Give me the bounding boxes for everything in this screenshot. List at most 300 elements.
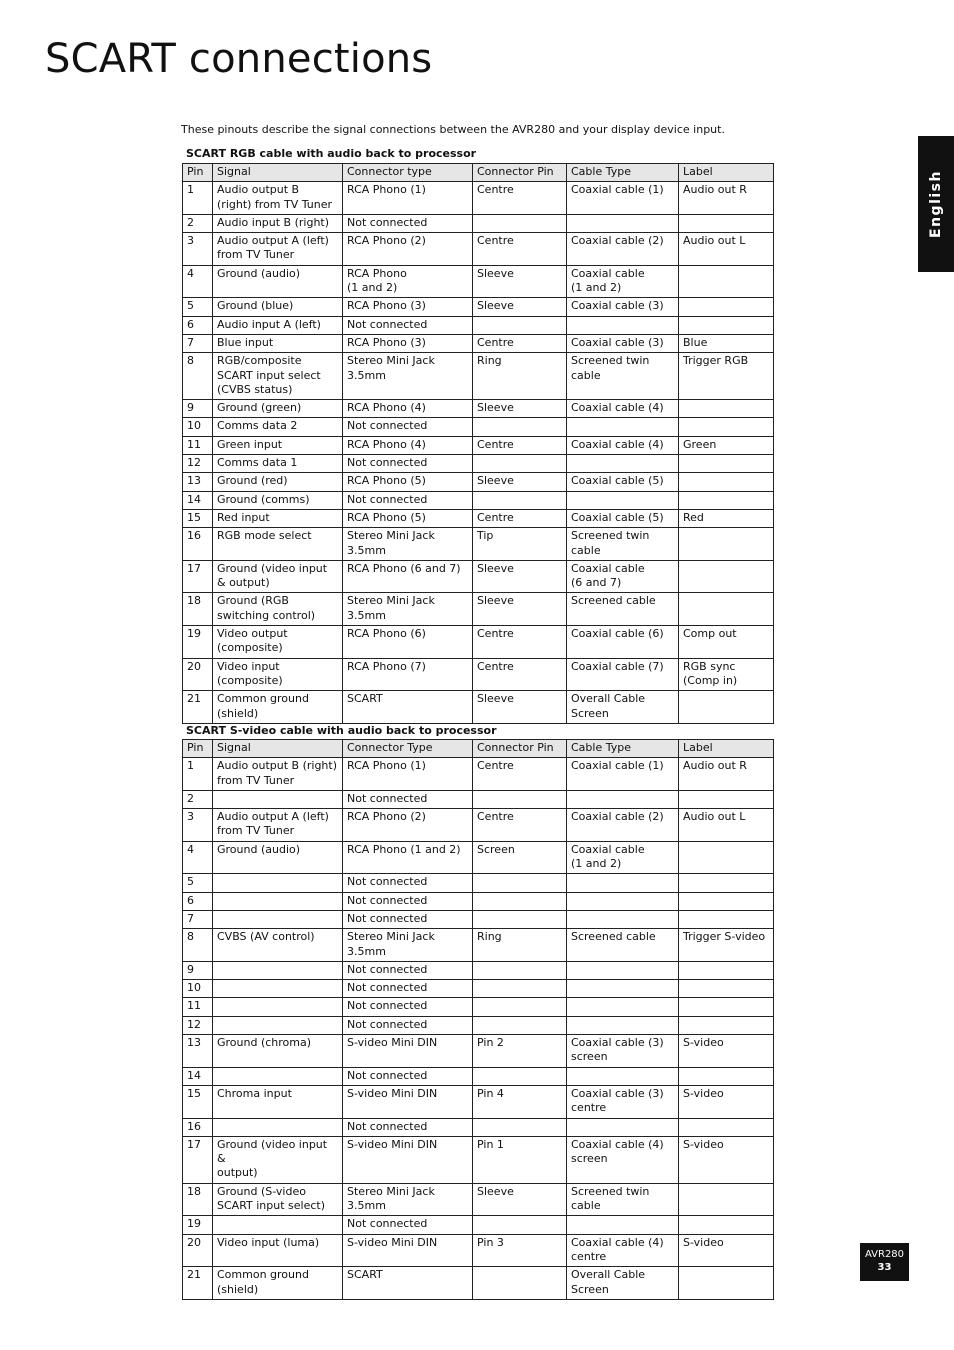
table-row xyxy=(183,491,774,509)
cell-cable-type: Coaxial cable (7) xyxy=(567,658,679,691)
cell-cable-type: Coaxial cable (5) xyxy=(567,509,679,527)
cell-signal xyxy=(213,1118,343,1136)
cell-label: S-video xyxy=(679,1234,774,1267)
cell-connector-pin: Pin 4 xyxy=(473,1085,567,1118)
cell-cable-type: Coaxial cable (3) xyxy=(567,298,679,316)
cell-connector-type: Not connected xyxy=(343,998,473,1016)
cell-connector-type: Not connected xyxy=(343,790,473,808)
table-row xyxy=(183,455,774,473)
cell-connector-pin xyxy=(473,1216,567,1234)
cell-connector-type: Not connected xyxy=(343,214,473,232)
cell-cable-type: Coaxial cable (2) xyxy=(567,809,679,842)
cell-label xyxy=(679,491,774,509)
cell-pin: 8 xyxy=(183,353,213,400)
cell-signal: CVBS (AV control) xyxy=(213,929,343,962)
cell-label: Audio out R xyxy=(679,182,774,215)
cell-connector-pin: Centre xyxy=(473,809,567,842)
table-row xyxy=(183,233,774,266)
table-row xyxy=(183,400,774,418)
cell-signal: Comms data 2 xyxy=(213,418,343,436)
table-row xyxy=(183,998,774,1016)
cell-signal: Video input (composite) xyxy=(213,658,343,691)
header-connector-pin: Connector Pin xyxy=(473,164,567,182)
cell-label: S-video xyxy=(679,1136,774,1183)
table-row xyxy=(183,841,774,874)
table-row xyxy=(183,1067,774,1085)
cell-label: Audio out R xyxy=(679,758,774,791)
cell-signal: Video input (luma) xyxy=(213,1234,343,1267)
cell-pin: 18 xyxy=(183,593,213,626)
cell-connector-type: Not connected xyxy=(343,418,473,436)
cell-pin: 8 xyxy=(183,929,213,962)
cell-connector-type: Not connected xyxy=(343,1118,473,1136)
cell-connector-pin xyxy=(473,214,567,232)
cell-connector-pin: Centre xyxy=(473,334,567,352)
cell-signal xyxy=(213,1067,343,1085)
cell-cable-type: Coaxial cable (4) centre xyxy=(567,1234,679,1267)
cell-pin: 10 xyxy=(183,980,213,998)
language-tab xyxy=(918,136,954,272)
table-row xyxy=(183,658,774,691)
cell-connector-type: RCA Phono (6) xyxy=(343,626,473,659)
cell-pin: 18 xyxy=(183,1183,213,1216)
cell-label xyxy=(679,691,774,724)
header-pin: Pin xyxy=(183,740,213,758)
cell-connector-type: RCA Phono (3) xyxy=(343,334,473,352)
cell-pin: 3 xyxy=(183,233,213,266)
cell-signal: Audio input B (right) xyxy=(213,214,343,232)
cell-cable-type xyxy=(567,961,679,979)
cell-pin: 2 xyxy=(183,214,213,232)
cell-label: S-video xyxy=(679,1035,774,1068)
cell-signal: Common ground (shield) xyxy=(213,1267,343,1300)
cell-cable-type: Coaxial cable (4) xyxy=(567,436,679,454)
cell-label xyxy=(679,910,774,928)
cell-label: RGB sync (Comp in) xyxy=(679,658,774,691)
cell-cable-type xyxy=(567,790,679,808)
cell-cable-type xyxy=(567,910,679,928)
cell-signal xyxy=(213,910,343,928)
cell-connector-pin xyxy=(473,961,567,979)
cell-connector-type: Not connected xyxy=(343,1016,473,1034)
table-row xyxy=(183,790,774,808)
cell-label xyxy=(679,1118,774,1136)
cell-cable-type: Coaxial cable (1) xyxy=(567,758,679,791)
table-row xyxy=(183,316,774,334)
cell-connector-type: RCA Phono (5) xyxy=(343,509,473,527)
rgb-table-header xyxy=(183,164,774,182)
table-row xyxy=(183,809,774,842)
svideo-table-body xyxy=(183,758,774,1300)
cell-signal: Ground (chroma) xyxy=(213,1035,343,1068)
cell-label xyxy=(679,473,774,491)
cell-label xyxy=(679,961,774,979)
cell-connector-type: Stereo Mini Jack 3.5mm xyxy=(343,593,473,626)
cell-signal xyxy=(213,874,343,892)
table-row xyxy=(183,265,774,298)
cell-pin: 21 xyxy=(183,691,213,724)
page-title: SCART connections xyxy=(45,36,433,82)
table-row xyxy=(183,758,774,791)
cell-connector-type: RCA Phono (1) xyxy=(343,758,473,791)
table-row xyxy=(183,1234,774,1267)
cell-cable-type: Screened twin cable xyxy=(567,528,679,561)
cell-connector-type: SCART xyxy=(343,1267,473,1300)
cell-pin: 15 xyxy=(183,1085,213,1118)
cell-cable-type xyxy=(567,874,679,892)
table-row xyxy=(183,1183,774,1216)
svideo-table-caption: SCART S-video cable with audio back to processor xyxy=(186,724,497,737)
cell-connector-type: S-video Mini DIN xyxy=(343,1035,473,1068)
cell-connector-type: Not connected xyxy=(343,491,473,509)
cell-connector-pin: Pin 2 xyxy=(473,1035,567,1068)
cell-connector-pin xyxy=(473,491,567,509)
cell-label xyxy=(679,316,774,334)
cell-label: Trigger S-video xyxy=(679,929,774,962)
cell-cable-type xyxy=(567,316,679,334)
cell-cable-type xyxy=(567,998,679,1016)
cell-connector-type: RCA Phono (1 and 2) xyxy=(343,265,473,298)
cell-pin: 19 xyxy=(183,626,213,659)
cell-signal: RGB/composite SCART input select (CVBS status) xyxy=(213,353,343,400)
intro-text: These pinouts describe the signal connections between the AVR280 and your display device input. xyxy=(181,123,725,136)
cell-connector-pin xyxy=(473,892,567,910)
cell-connector-type: RCA Phono (2) xyxy=(343,809,473,842)
cell-label: Green xyxy=(679,436,774,454)
cell-pin: 11 xyxy=(183,998,213,1016)
cell-label xyxy=(679,874,774,892)
cell-signal xyxy=(213,1016,343,1034)
rgb-table-caption: SCART RGB cable with audio back to processor xyxy=(186,147,477,160)
cell-connector-pin: Sleeve xyxy=(473,473,567,491)
cell-connector-type: S-video Mini DIN xyxy=(343,1136,473,1183)
cell-signal: Common ground (shield) xyxy=(213,691,343,724)
cell-connector-pin: Pin 3 xyxy=(473,1234,567,1267)
cell-label xyxy=(679,1016,774,1034)
cell-connector-type: Not connected xyxy=(343,1067,473,1085)
cell-label: Comp out xyxy=(679,626,774,659)
cell-pin: 15 xyxy=(183,509,213,527)
cell-label xyxy=(679,1183,774,1216)
cell-connector-pin: Centre xyxy=(473,758,567,791)
cell-label: Blue xyxy=(679,334,774,352)
page-number-badge xyxy=(860,1243,909,1281)
cell-cable-type: Coaxial cable (6) xyxy=(567,626,679,659)
cell-signal xyxy=(213,980,343,998)
language-tab-label: English xyxy=(928,170,944,238)
cell-pin: 14 xyxy=(183,491,213,509)
cell-cable-type xyxy=(567,1118,679,1136)
table-row xyxy=(183,418,774,436)
cell-connector-pin: Centre xyxy=(473,233,567,266)
cell-cable-type: Coaxial cable (1) xyxy=(567,182,679,215)
cell-signal: Comms data 1 xyxy=(213,455,343,473)
cell-cable-type xyxy=(567,1216,679,1234)
cell-pin: 7 xyxy=(183,334,213,352)
table-row xyxy=(183,874,774,892)
cell-label xyxy=(679,1267,774,1300)
table-row xyxy=(183,436,774,454)
cell-label xyxy=(679,892,774,910)
cell-connector-pin: Sleeve xyxy=(473,593,567,626)
cell-cable-type: Coaxial cable (1 and 2) xyxy=(567,841,679,874)
cell-cable-type: Coaxial cable (3) centre xyxy=(567,1085,679,1118)
cell-pin: 17 xyxy=(183,560,213,593)
cell-label xyxy=(679,980,774,998)
cell-cable-type: Screened twin cable xyxy=(567,353,679,400)
cell-cable-type: Overall Cable Screen xyxy=(567,691,679,724)
cell-connector-type: Not connected xyxy=(343,455,473,473)
cell-signal: RGB mode select xyxy=(213,528,343,561)
cell-connector-pin: Pin 1 xyxy=(473,1136,567,1183)
cell-pin: 11 xyxy=(183,436,213,454)
table-row xyxy=(183,1035,774,1068)
cell-connector-type: Not connected xyxy=(343,910,473,928)
cell-label xyxy=(679,841,774,874)
cell-signal xyxy=(213,790,343,808)
cell-connector-pin xyxy=(473,418,567,436)
cell-pin: 12 xyxy=(183,455,213,473)
cell-signal: Ground (video input & output) xyxy=(213,1136,343,1183)
cell-connector-type: RCA Phono (4) xyxy=(343,436,473,454)
table-row xyxy=(183,593,774,626)
cell-cable-type xyxy=(567,418,679,436)
cell-label xyxy=(679,418,774,436)
table-row xyxy=(183,182,774,215)
cell-label xyxy=(679,998,774,1016)
cell-label xyxy=(679,528,774,561)
table-row xyxy=(183,691,774,724)
cell-signal: Ground (RGB switching control) xyxy=(213,593,343,626)
cell-signal: Ground (audio) xyxy=(213,841,343,874)
cell-cable-type: Screened cable xyxy=(567,929,679,962)
table-row xyxy=(183,929,774,962)
cell-connector-pin: Sleeve xyxy=(473,560,567,593)
cell-label xyxy=(679,400,774,418)
cell-connector-type: Not connected xyxy=(343,961,473,979)
cell-signal: Video output (composite) xyxy=(213,626,343,659)
cell-label xyxy=(679,298,774,316)
cell-pin: 6 xyxy=(183,892,213,910)
cell-pin: 1 xyxy=(183,758,213,791)
cell-connector-pin xyxy=(473,874,567,892)
cell-signal: Ground (red) xyxy=(213,473,343,491)
cell-signal xyxy=(213,998,343,1016)
table-row xyxy=(183,892,774,910)
cell-signal xyxy=(213,1216,343,1234)
cell-label: Trigger RGB xyxy=(679,353,774,400)
cell-connector-type: S-video Mini DIN xyxy=(343,1234,473,1267)
cell-pin: 3 xyxy=(183,809,213,842)
cell-cable-type: Coaxial cable (1 and 2) xyxy=(567,265,679,298)
cell-pin: 5 xyxy=(183,874,213,892)
table-row xyxy=(183,910,774,928)
cell-connector-type: SCART xyxy=(343,691,473,724)
header-connector-type: Connector Type xyxy=(343,740,473,758)
table-row xyxy=(183,298,774,316)
cell-connector-type: RCA Phono (2) xyxy=(343,233,473,266)
cell-connector-pin xyxy=(473,1118,567,1136)
cell-cable-type: Screened twin cable xyxy=(567,1183,679,1216)
cell-cable-type xyxy=(567,1067,679,1085)
cell-cable-type: Coaxial cable (2) xyxy=(567,233,679,266)
table-row xyxy=(183,626,774,659)
cell-pin: 13 xyxy=(183,1035,213,1068)
table-row xyxy=(183,334,774,352)
cell-pin: 9 xyxy=(183,400,213,418)
cell-connector-pin: Ring xyxy=(473,929,567,962)
cell-label xyxy=(679,1067,774,1085)
cell-label: Red xyxy=(679,509,774,527)
cell-pin: 19 xyxy=(183,1216,213,1234)
header-signal: Signal xyxy=(213,740,343,758)
table-row xyxy=(183,1118,774,1136)
table-row xyxy=(183,961,774,979)
header-connector-pin: Connector Pin xyxy=(473,740,567,758)
table-row xyxy=(183,473,774,491)
cell-pin: 21 xyxy=(183,1267,213,1300)
cell-cable-type: Coaxial cable (4) screen xyxy=(567,1136,679,1183)
cell-pin: 20 xyxy=(183,1234,213,1267)
cell-connector-pin: Centre xyxy=(473,182,567,215)
cell-pin: 12 xyxy=(183,1016,213,1034)
cell-pin: 16 xyxy=(183,1118,213,1136)
cell-connector-pin: Centre xyxy=(473,436,567,454)
footer-page-number: 33 xyxy=(877,1262,892,1273)
svideo-pinout-table xyxy=(182,739,774,1300)
cell-connector-pin xyxy=(473,790,567,808)
cell-signal: Audio input A (left) xyxy=(213,316,343,334)
cell-cable-type: Screened cable xyxy=(567,593,679,626)
cell-signal: Ground (comms) xyxy=(213,491,343,509)
cell-cable-type: Coaxial cable (6 and 7) xyxy=(567,560,679,593)
cell-label xyxy=(679,214,774,232)
header-cable-type: Cable Type xyxy=(567,740,679,758)
cell-connector-pin xyxy=(473,910,567,928)
cell-cable-type xyxy=(567,455,679,473)
cell-pin: 6 xyxy=(183,316,213,334)
svideo-table-header xyxy=(183,740,774,758)
header-signal: Signal xyxy=(213,164,343,182)
table-row xyxy=(183,1136,774,1183)
cell-pin: 14 xyxy=(183,1067,213,1085)
table-row xyxy=(183,1085,774,1118)
cell-cable-type: Coaxial cable (5) xyxy=(567,473,679,491)
cell-connector-type: RCA Phono (3) xyxy=(343,298,473,316)
cell-label xyxy=(679,455,774,473)
cell-connector-pin: Sleeve xyxy=(473,400,567,418)
header-connector-type: Connector type xyxy=(343,164,473,182)
cell-connector-type: Not connected xyxy=(343,874,473,892)
cell-connector-type: RCA Phono (4) xyxy=(343,400,473,418)
cell-connector-pin: Centre xyxy=(473,509,567,527)
cell-connector-type: Stereo Mini Jack 3.5mm xyxy=(343,528,473,561)
cell-connector-type: Stereo Mini Jack 3.5mm xyxy=(343,353,473,400)
cell-connector-type: S-video Mini DIN xyxy=(343,1085,473,1118)
cell-connector-type: RCA Phono (1 and 2) xyxy=(343,841,473,874)
cell-pin: 17 xyxy=(183,1136,213,1183)
cell-pin: 2 xyxy=(183,790,213,808)
cell-label: Audio out L xyxy=(679,233,774,266)
cell-signal: Audio output B (right) from TV Tuner xyxy=(213,182,343,215)
cell-connector-pin xyxy=(473,1067,567,1085)
cell-signal: Green input xyxy=(213,436,343,454)
cell-cable-type: Coaxial cable (4) xyxy=(567,400,679,418)
cell-signal: Ground (video input & output) xyxy=(213,560,343,593)
cell-cable-type xyxy=(567,892,679,910)
cell-cable-type xyxy=(567,1016,679,1034)
cell-connector-pin: Tip xyxy=(473,528,567,561)
cell-connector-pin xyxy=(473,316,567,334)
cell-signal: Ground (green) xyxy=(213,400,343,418)
cell-connector-type: Stereo Mini Jack 3.5mm xyxy=(343,1183,473,1216)
cell-pin: 4 xyxy=(183,841,213,874)
cell-connector-pin: Centre xyxy=(473,658,567,691)
header-label: Label xyxy=(679,164,774,182)
cell-connector-pin xyxy=(473,1267,567,1300)
cell-signal: Chroma input xyxy=(213,1085,343,1118)
cell-signal: Red input xyxy=(213,509,343,527)
table-row xyxy=(183,980,774,998)
cell-signal: Audio output A (left) from TV Tuner xyxy=(213,809,343,842)
cell-pin: 9 xyxy=(183,961,213,979)
table-row xyxy=(183,214,774,232)
cell-signal: Ground (audio) xyxy=(213,265,343,298)
cell-connector-pin: Screen xyxy=(473,841,567,874)
cell-connector-type: RCA Phono (6 and 7) xyxy=(343,560,473,593)
cell-pin: 4 xyxy=(183,265,213,298)
cell-connector-type: Not connected xyxy=(343,1216,473,1234)
cell-connector-pin: Sleeve xyxy=(473,1183,567,1216)
footer-model: AVR280 xyxy=(864,1249,905,1260)
cell-cable-type: Coaxial cable (3) screen xyxy=(567,1035,679,1068)
cell-connector-type: Not connected xyxy=(343,316,473,334)
header-label: Label xyxy=(679,740,774,758)
table-row xyxy=(183,1216,774,1234)
cell-pin: 7 xyxy=(183,910,213,928)
cell-cable-type: Overall Cable Screen xyxy=(567,1267,679,1300)
cell-label xyxy=(679,265,774,298)
cell-connector-type: RCA Phono (5) xyxy=(343,473,473,491)
cell-signal: Audio output B (right) from TV Tuner xyxy=(213,758,343,791)
cell-signal: Ground (blue) xyxy=(213,298,343,316)
rgb-pinout-table xyxy=(182,163,774,724)
table-row xyxy=(183,528,774,561)
cell-pin: 13 xyxy=(183,473,213,491)
cell-connector-pin: Sleeve xyxy=(473,691,567,724)
cell-pin: 1 xyxy=(183,182,213,215)
cell-cable-type: Coaxial cable (3) xyxy=(567,334,679,352)
cell-pin: 10 xyxy=(183,418,213,436)
cell-label: Audio out L xyxy=(679,809,774,842)
cell-connector-type: RCA Phono (1) xyxy=(343,182,473,215)
cell-connector-pin xyxy=(473,998,567,1016)
cell-connector-pin: Sleeve xyxy=(473,265,567,298)
cell-connector-pin xyxy=(473,1016,567,1034)
cell-cable-type xyxy=(567,214,679,232)
cell-connector-type: Not connected xyxy=(343,892,473,910)
cell-pin: 16 xyxy=(183,528,213,561)
cell-connector-pin: Ring xyxy=(473,353,567,400)
table-row xyxy=(183,1267,774,1300)
cell-connector-pin: Centre xyxy=(473,626,567,659)
cell-connector-pin xyxy=(473,455,567,473)
cell-label: S-video xyxy=(679,1085,774,1118)
cell-pin: 5 xyxy=(183,298,213,316)
cell-pin: 20 xyxy=(183,658,213,691)
table-row xyxy=(183,560,774,593)
cell-signal xyxy=(213,892,343,910)
